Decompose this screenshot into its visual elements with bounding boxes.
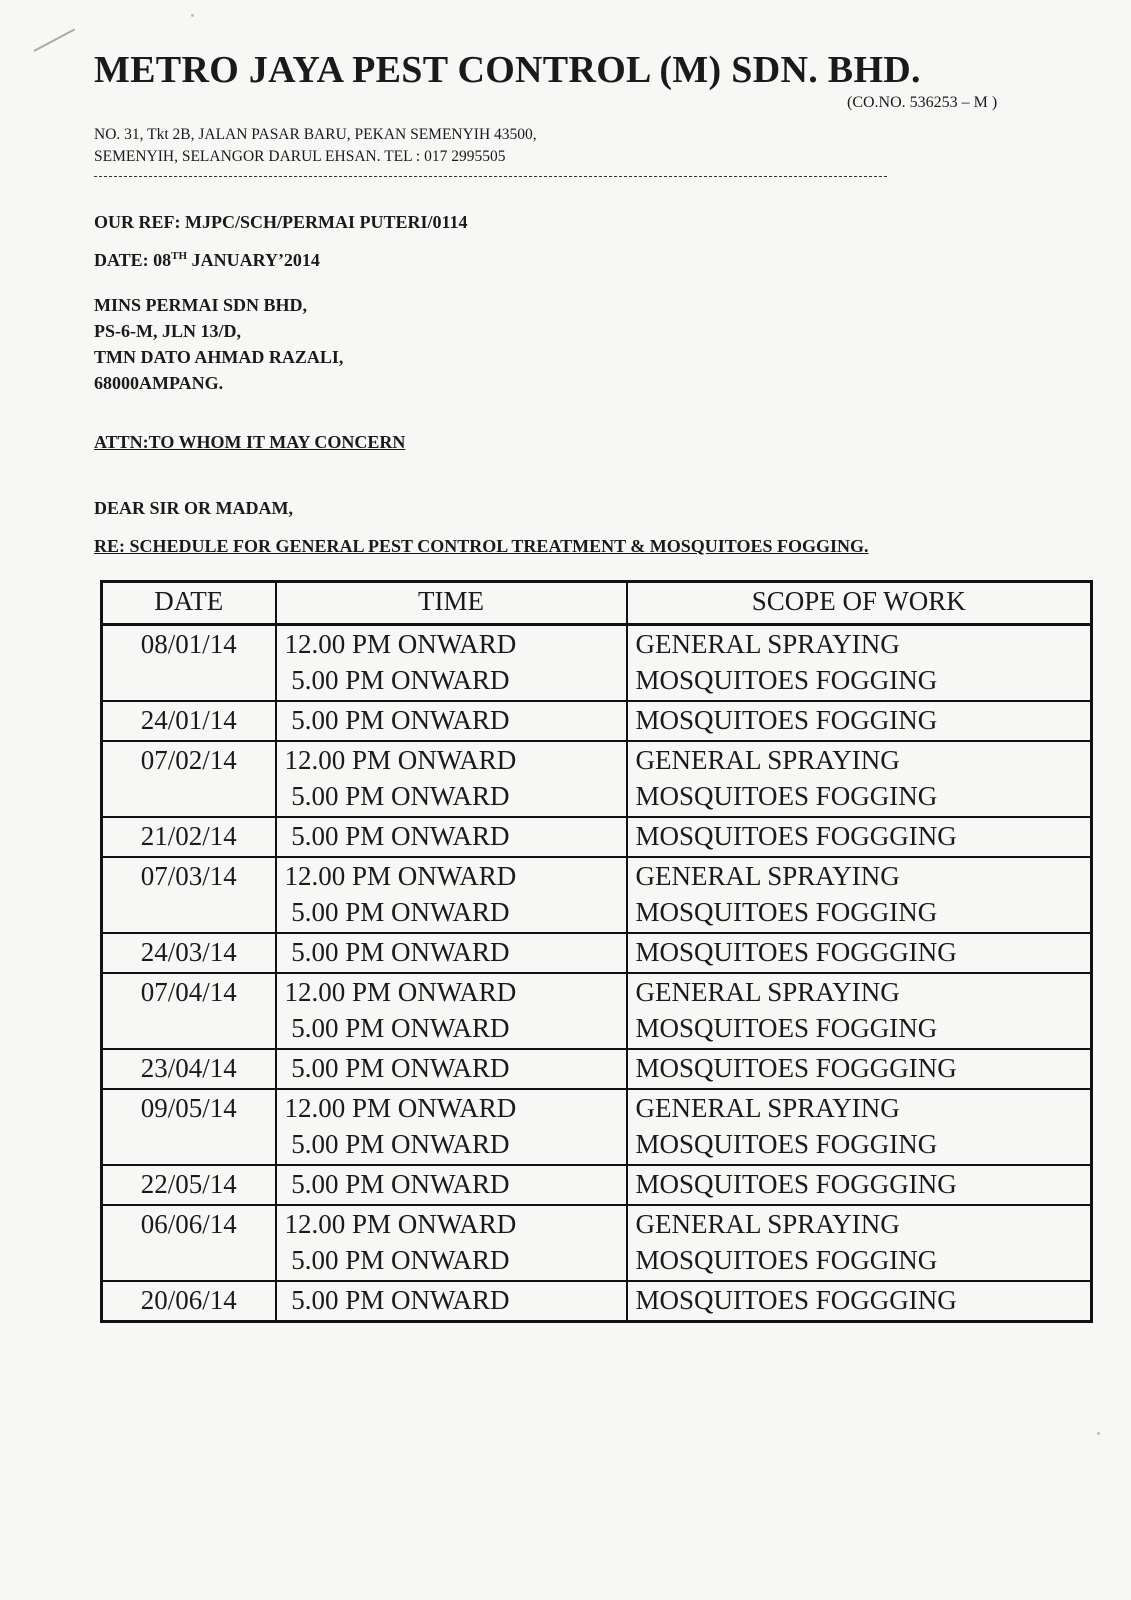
cell-scope [627, 857, 1092, 933]
date-ordinal: TH [171, 250, 188, 262]
cell-date: 20/06/14 [102, 1281, 276, 1322]
table-row [102, 1165, 1092, 1205]
cell-time [276, 1089, 627, 1165]
header-scope: SCOPE OF WORK [627, 582, 1092, 625]
cell-scope [627, 933, 1092, 973]
letter-date [94, 250, 320, 271]
cell-scope [627, 625, 1092, 702]
scope-entry: MOSQUITOES FOGGING [635, 1129, 938, 1159]
table-row [102, 973, 1092, 1049]
pen-mark [34, 29, 76, 52]
cell-date: 08/01/14 [102, 625, 276, 702]
cell-time [276, 1281, 627, 1322]
time-entry: 12.00 PM ONWARD [284, 745, 517, 775]
cell-time [276, 1205, 627, 1281]
cell-date: 24/03/14 [102, 933, 276, 973]
scope-entry: MOSQUITOES FOGGGING [635, 1285, 957, 1315]
recipient-line: 68000AMPANG. [94, 373, 224, 393]
table-header-row [102, 582, 1092, 625]
cell-scope [627, 817, 1092, 857]
address-line: NO. 31, Tkt 2B, JALAN PASAR BARU, PEKAN SEMENYIH 43500, [94, 126, 537, 143]
cell-scope [627, 1089, 1092, 1165]
header-date: DATE [102, 582, 276, 625]
time-entry: 5.00 PM ONWARD [284, 781, 510, 811]
recipient-line: PS-6-M, JLN 13/D, [94, 321, 241, 341]
time-entry: 5.00 PM ONWARD [284, 1285, 510, 1315]
scope-entry: MOSQUITOES FOGGING [635, 705, 938, 735]
time-entry: 5.00 PM ONWARD [284, 705, 510, 735]
scope-entry: MOSQUITOES FOGGGING [635, 821, 957, 851]
cell-time [276, 701, 627, 741]
table-row [102, 857, 1092, 933]
time-entry: 5.00 PM ONWARD [284, 1245, 510, 1275]
scope-entry: MOSQUITOES FOGGING [635, 1013, 938, 1043]
table-row [102, 933, 1092, 973]
cell-scope [627, 1165, 1092, 1205]
scope-entry: MOSQUITOES FOGGING [635, 781, 938, 811]
time-entry: 12.00 PM ONWARD [284, 861, 517, 891]
cell-date: 06/06/14 [102, 1205, 276, 1281]
time-entry: 12.00 PM ONWARD [284, 1209, 517, 1239]
date-prefix: DATE: 08 [94, 250, 172, 270]
cell-scope [627, 741, 1092, 817]
cell-scope [627, 701, 1092, 741]
cell-scope [627, 1205, 1092, 1281]
cell-time [276, 973, 627, 1049]
paper-speck [191, 14, 194, 17]
scope-entry: MOSQUITOES FOGGING [635, 897, 938, 927]
cell-date: 21/02/14 [102, 817, 276, 857]
scope-entry: MOSQUITOES FOGGGING [635, 1169, 957, 1199]
scope-entry: GENERAL SPRAYING [635, 745, 900, 775]
cell-date: 07/02/14 [102, 741, 276, 817]
time-entry: 12.00 PM ONWARD [284, 629, 517, 659]
recipient-address [94, 292, 343, 396]
dashed-divider [94, 176, 887, 177]
table-row [102, 625, 1092, 702]
scope-entry: MOSQUITOES FOGGING [635, 665, 938, 695]
recipient-line: TMN DATO AHMAD RAZALI, [94, 347, 344, 367]
table-row [102, 1281, 1092, 1322]
time-entry: 5.00 PM ONWARD [284, 897, 510, 927]
cell-scope [627, 1049, 1092, 1089]
time-entry: 12.00 PM ONWARD [284, 977, 517, 1007]
recipient-line: MINS PERMAI SDN BHD, [94, 295, 308, 315]
table-row [102, 701, 1092, 741]
time-entry: 5.00 PM ONWARD [284, 1013, 510, 1043]
scope-entry: MOSQUITOES FOGGGING [635, 1053, 957, 1083]
cell-scope [627, 1281, 1092, 1322]
cell-time [276, 817, 627, 857]
scope-entry: GENERAL SPRAYING [635, 861, 900, 891]
schedule-body [102, 625, 1092, 1322]
table-row [102, 741, 1092, 817]
scope-entry: GENERAL SPRAYING [635, 629, 900, 659]
table-row [102, 1049, 1092, 1089]
cell-time [276, 625, 627, 702]
time-entry: 5.00 PM ONWARD [284, 1129, 510, 1159]
cell-scope [627, 973, 1092, 1049]
table-row [102, 1205, 1092, 1281]
salutation: DEAR SIR OR MADAM, [94, 498, 293, 518]
company-name: METRO JAYA PEST CONTROL (M) SDN. BHD. [94, 49, 921, 91]
scope-entry: MOSQUITOES FOGGING [635, 1245, 938, 1275]
time-entry: 5.00 PM ONWARD [284, 937, 510, 967]
cell-time [276, 1165, 627, 1205]
subject-line: RE: SCHEDULE FOR GENERAL PEST CONTROL TREATMENT & MOSQUITOES FOGGING. [94, 536, 869, 556]
company-address [94, 124, 537, 168]
time-entry: 5.00 PM ONWARD [284, 665, 510, 695]
time-entry: 5.00 PM ONWARD [284, 1169, 510, 1199]
header-time: TIME [276, 582, 627, 625]
our-reference: OUR REF: MJPC/SCH/PERMAI PUTERI/0114 [94, 212, 468, 232]
cell-time [276, 741, 627, 817]
attention-line: ATTN:TO WHOM IT MAY CONCERN [94, 432, 406, 452]
date-suffix: JANUARY’2014 [187, 250, 320, 270]
address-line: SEMENYIH, SELANGOR DARUL EHSAN. TEL : 017 2995505 [94, 148, 506, 165]
scope-entry: MOSQUITOES FOGGGING [635, 937, 957, 967]
cell-time [276, 933, 627, 973]
cell-date: 07/03/14 [102, 857, 276, 933]
time-entry: 5.00 PM ONWARD [284, 821, 510, 851]
paper-speck [1097, 1432, 1100, 1435]
cell-date: 09/05/14 [102, 1089, 276, 1165]
schedule-table [100, 580, 1093, 1323]
table-row [102, 817, 1092, 857]
scope-entry: GENERAL SPRAYING [635, 977, 900, 1007]
cell-date: 22/05/14 [102, 1165, 276, 1205]
scope-entry: GENERAL SPRAYING [635, 1209, 900, 1239]
time-entry: 12.00 PM ONWARD [284, 1093, 517, 1123]
cell-date: 23/04/14 [102, 1049, 276, 1089]
cell-date: 24/01/14 [102, 701, 276, 741]
company-number: (CO.NO. 536253 – M ) [847, 94, 998, 111]
table-row [102, 1089, 1092, 1165]
cell-time [276, 857, 627, 933]
cell-time [276, 1049, 627, 1089]
time-entry: 5.00 PM ONWARD [284, 1053, 510, 1083]
cell-date: 07/04/14 [102, 973, 276, 1049]
scope-entry: GENERAL SPRAYING [635, 1093, 900, 1123]
